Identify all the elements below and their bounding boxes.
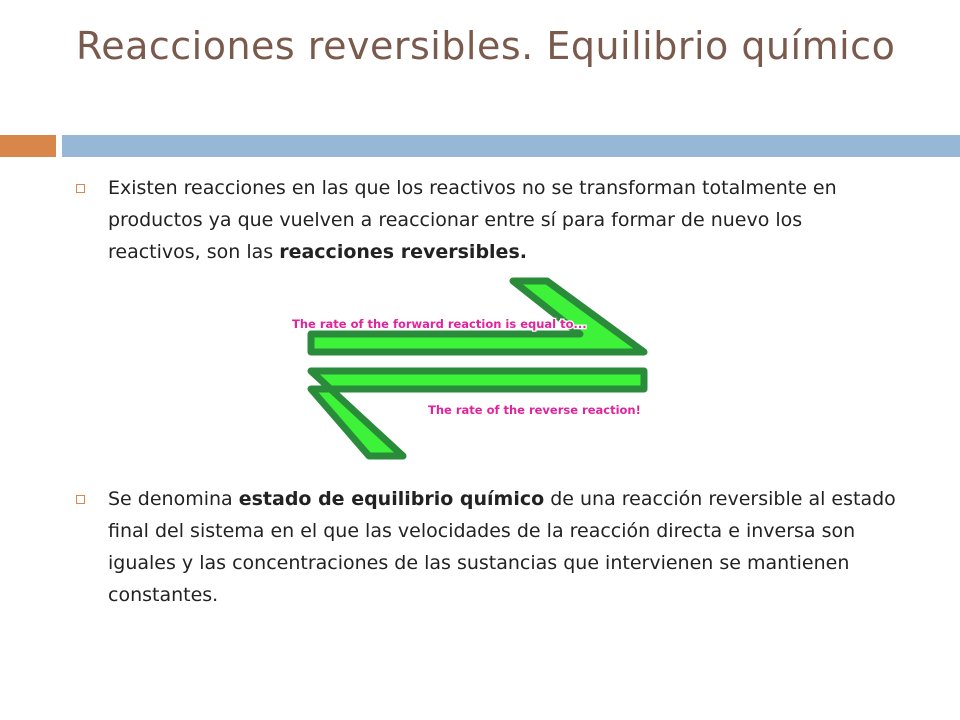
bullet-bold-term: reacciones reversibles. <box>279 241 527 263</box>
accent-bar-orange <box>0 135 56 157</box>
equilibrium-arrows-diagram <box>280 270 650 470</box>
square-bullet-icon <box>76 495 85 504</box>
square-bullet-icon <box>76 184 85 193</box>
bullet-text: Se denomina estado de equilibrio químico de una reacción reversible al estado final del sistema en el que las velocidades de la reacción directa e inversa son iguales y las concentraciones de las sustancias que intervienen se mantienen constantes. <box>108 488 896 606</box>
bullet-text: Existen reacciones en las que los reactivos no se transforman totalmente en productos ya que vuelven a reaccionar entre sí para formar de nuevo los reactivos, son las reacciones reversibles. <box>108 177 837 263</box>
reverse-reaction-label: The rate of the reverse reaction! <box>428 403 641 417</box>
accent-bar-blue <box>62 135 960 157</box>
forward-reaction-label: The rate of the forward reaction is equal to... <box>292 317 587 331</box>
slide-title: Reacciones reversibles. Equilibrio químico <box>76 24 896 68</box>
bullet-bold-term: estado de equilibrio químico <box>238 488 545 510</box>
